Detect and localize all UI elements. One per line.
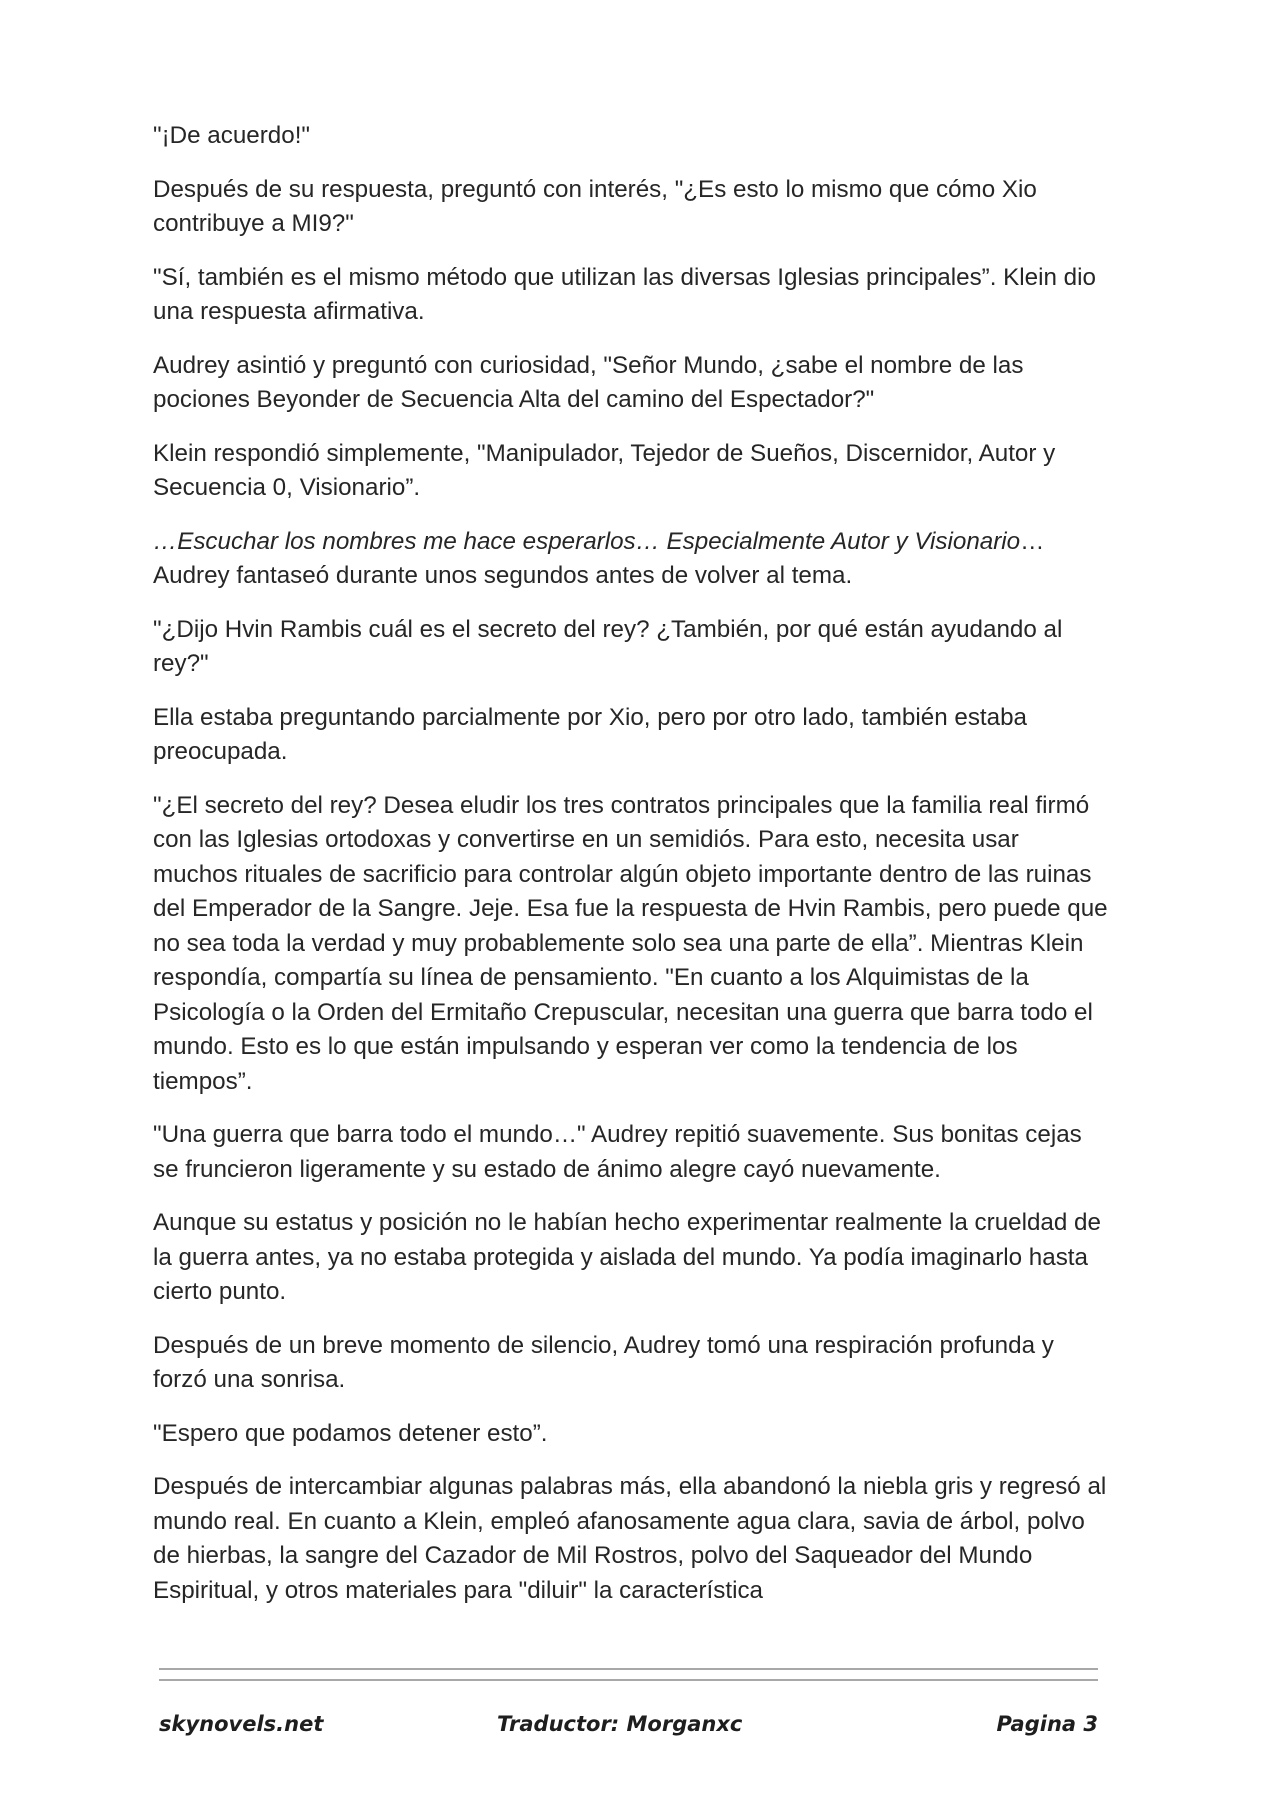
footer-translator: Traductor: Morganxc bbox=[497, 1712, 743, 1736]
paragraph-5: Klein respondió simplemente, "Manipulador, Tejedor de Sueños, Discernidor, Autor y Secuencia 0, Visionario”. bbox=[153, 439, 1056, 501]
paragraph-9: "¿El secreto del rey? Desea eludir los tres contratos principales que la familia real firmó con las Iglesias ortodoxas y convertirse en un semidiós. Para esto, necesita usar muchos rituales de sacrificio para controlar algún objeto importante dentro de las ruinas del Emperador de la Sangre. Jeje. Esa fue la respuesta de Hvin Rambis, pero puede que no sea toda la verdad y muy probablemente solo sea una parte de ella”. Mientras Klein respondía, compartía su línea de pensamiento. "En cuanto a los Alquimistas de la Psicología o la Orden del Ermitaño Crepuscular, necesitan una guerra que barra todo el mundo. Esto es lo que están impulsando y esperan ver como la tendencia de los tiempos”. bbox=[153, 791, 1108, 1095]
paragraph-11: Aunque su estatus y posición no le habían hecho experimentar realmente la crueldad de la guerra antes, ya no estaba protegida y aislada del mundo. Ya podía imaginarlo hasta cierto punto. bbox=[153, 1209, 1101, 1305]
italic-thought: …Escuchar los nombres me hace esperarlos… Especialmente Autor y Visionario bbox=[153, 527, 1021, 555]
paragraph-8: Ella estaba preguntando parcialmente por Xio, pero por otro lado, también estaba preocupada. bbox=[153, 703, 1027, 765]
paragraph-2: Después de su respuesta, preguntó con interés, "¿Es esto lo mismo que cómo Xio contribuye a MI9?" bbox=[153, 175, 1037, 237]
paragraph-6-rest: … Audrey fantaseó durante unos segundos antes de volver al tema. bbox=[153, 527, 1045, 589]
page-footer bbox=[159, 1712, 1098, 1744]
footer-site: skynovels.net bbox=[159, 1712, 324, 1736]
paragraph-1: "¡De acuerdo!" bbox=[153, 122, 310, 149]
paragraph-3: "Sí, también es el mismo método que utilizan las diversas Iglesias principales”. Klein dio una respuesta afirmativa. bbox=[153, 263, 1096, 325]
footer-page-number: Pagina 3 bbox=[996, 1712, 1098, 1736]
paragraph-10: "Una guerra que barra todo el mundo…" Audrey repitió suavemente. Sus bonitas cejas se fruncieron ligeramente y su estado de ánimo alegre cayó nuevamente. bbox=[153, 1121, 1082, 1183]
paragraph-6 bbox=[153, 525, 1108, 594]
paragraph-14: Después de intercambiar algunas palabras más, ella abandonó la niebla gris y regresó al mundo real. En cuanto a Klein, empleó afanosamente agua clara, savia de árbol, polvo de hierbas, la sangre del Cazador de Mil Rostros, polvo del Saqueador del Mundo Espiritual, y otros materiales para "diluir" la característica bbox=[153, 1473, 1107, 1604]
footer-divider-top bbox=[159, 1668, 1098, 1670]
paragraph-13: "Espero que podamos detener esto”. bbox=[153, 1419, 548, 1447]
body-text bbox=[153, 119, 1108, 1627]
paragraph-4: Audrey asintió y preguntó con curiosidad, "Señor Mundo, ¿sabe el nombre de las pociones Beyonder de Secuencia Alta del camino del Espectador?" bbox=[153, 351, 1024, 413]
paragraph-12: Después de un breve momento de silencio, Audrey tomó una respiración profunda y forzó una sonrisa. bbox=[153, 1331, 1054, 1393]
footer-divider-bottom bbox=[159, 1679, 1098, 1681]
paragraph-7: "¿Dijo Hvin Rambis cuál es el secreto del rey? ¿También, por qué están ayudando al rey?" bbox=[153, 615, 1063, 677]
